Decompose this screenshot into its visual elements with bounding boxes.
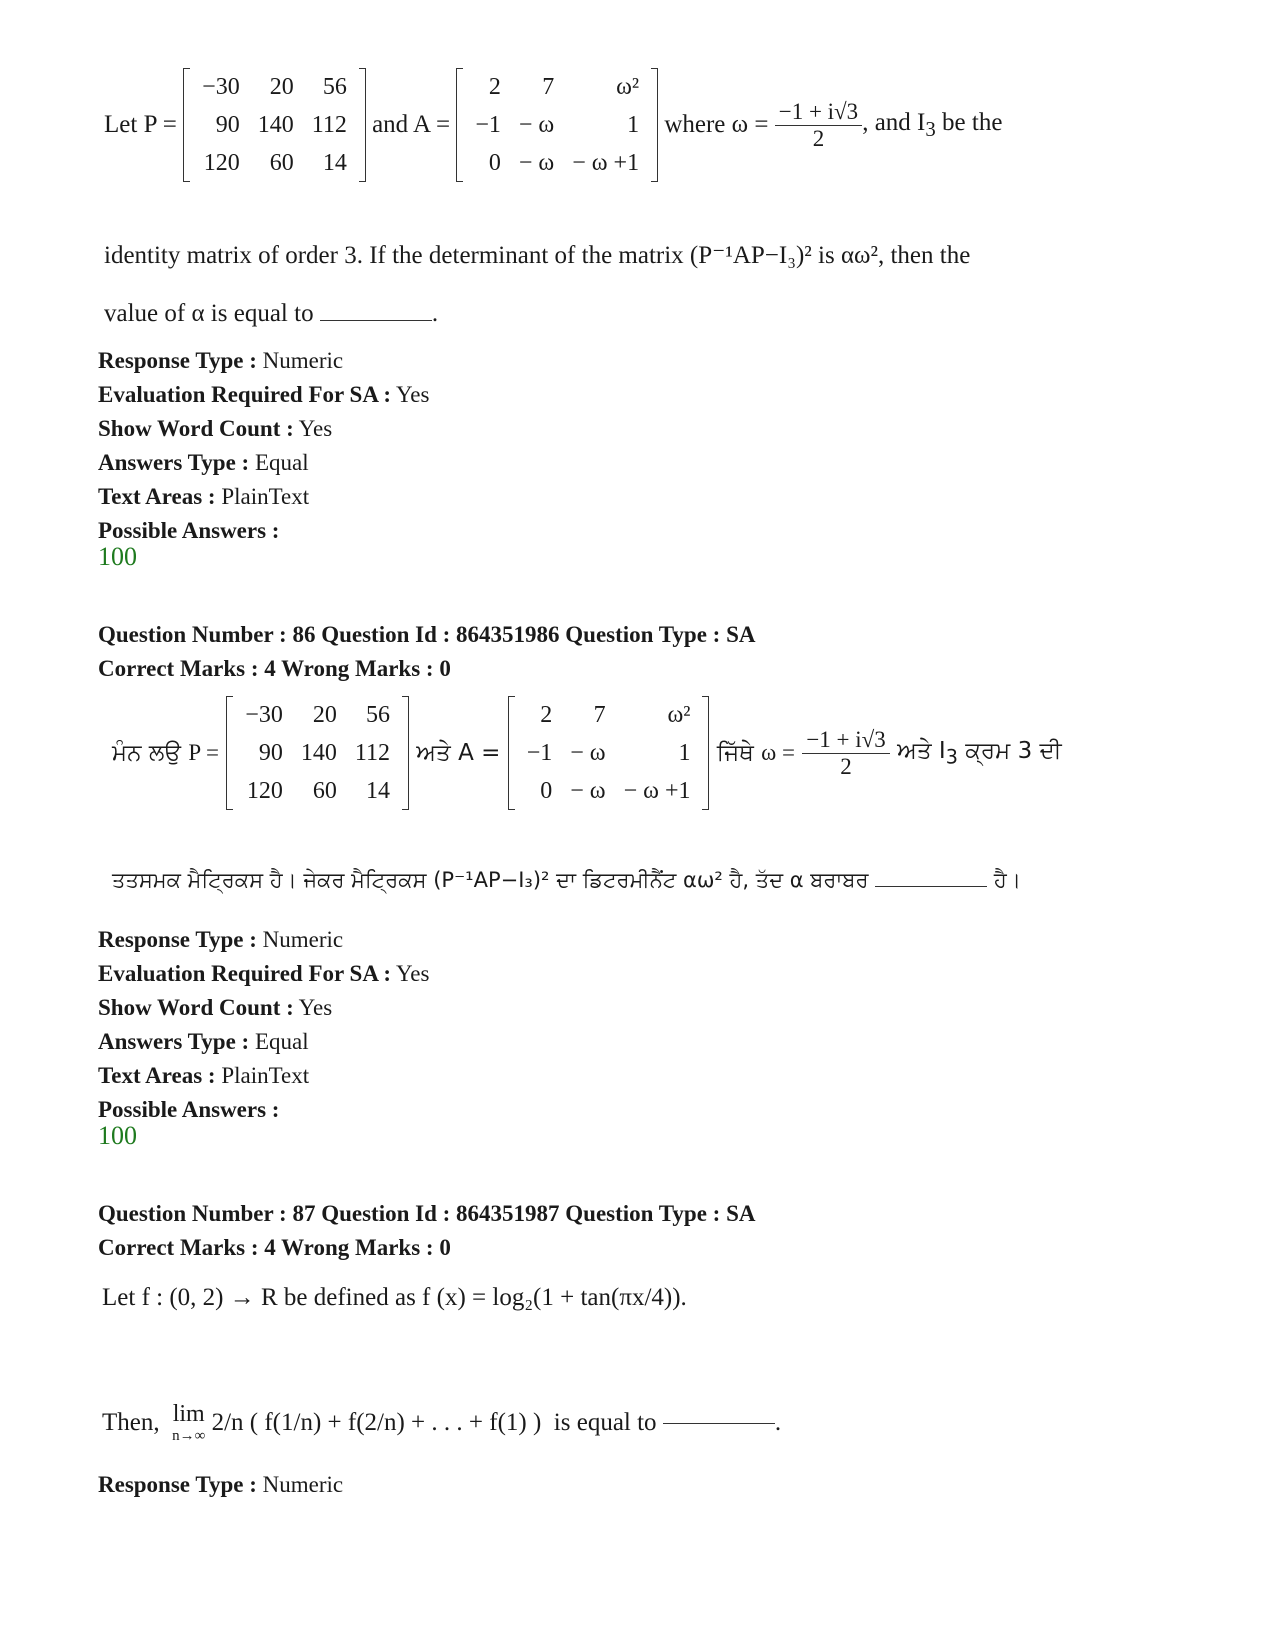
q87-statement-line2: Then, lim n→∞ 2/n ( f(1/n) + f(2/n) + . . . + f(1) ) is equal to . — [102, 1401, 782, 1444]
possible-answers-label: Possible Answers : — [98, 518, 280, 543]
limit-operator: lim n→∞ — [172, 1401, 206, 1444]
q85-statement-line3: value of α is equal to . — [104, 300, 439, 327]
q85-where: where — [664, 111, 726, 138]
q86-header — [98, 618, 756, 686]
response-type: Response Type : Numeric — [98, 1472, 344, 1497]
response-type: Response Type : Numeric — [98, 348, 344, 373]
text-areas: Text Areas : PlainText — [98, 1063, 310, 1088]
q86-statement-line1 — [112, 690, 1062, 816]
q86-tail: ਅਤੇ $I_3$ ਕ੍ਰਮ 3 ਦੀ — [897, 737, 1062, 769]
q86-and-a: ਅਤੇ A = — [416, 740, 501, 766]
q86-statement-line2: ਤਤਸਮਕ ਮੈਟ੍ਰਿਕਸ ਹੈ। ਜੇਕਰ ਮੈਟ੍ਰਿਕਸ (P⁻¹AP−I₃)² ਦਾ ਡਿਟਰਮੀਨੈਂਟ αω² ਹੈ, ਤੱਦ α ਬਰਾਬਰ ਹੈ। — [112, 868, 1021, 892]
possible-answers-label: Possible Answers : — [98, 1097, 280, 1122]
q86-omega-fraction: $\frac{-1 + i√3}{2}$ — [802, 727, 889, 780]
q85-omega-fraction: $\frac{-1 + i√3}{2}$ — [775, 99, 862, 152]
answers-type: Answers Type : Equal — [98, 1029, 309, 1054]
evaluation-required: Evaluation Required For SA : Yes — [98, 961, 430, 986]
response-type: Response Type : Numeric — [98, 927, 344, 952]
answer-blank — [663, 1422, 775, 1424]
answer-blank — [320, 319, 432, 321]
q85-metadata — [98, 344, 429, 548]
q87-marks: Correct Marks : 4 Wrong Marks : 0 — [98, 1235, 451, 1260]
q85-matrix-p: −30 20 56 90 140 112 120 60 14 — [183, 68, 366, 182]
q85-statement-line2: identity matrix of order 3. If the determinant of the matrix (P⁻¹AP−I₃)² is αω², then the — [104, 242, 971, 269]
q85-matrix-a: 2 7 ω² −1 − ω 1 0 − ω − ω +1 — [456, 68, 658, 182]
limit-expression: 2/n ( f(1/n) + f(2/n) + . . . + f(1) ) — [211, 1409, 542, 1436]
q86-matrix-p: −30 20 56 90 140 112 120 60 14 — [226, 696, 409, 810]
show-word-count: Show Word Count : Yes — [98, 416, 333, 441]
q86-possible-answer: 100 — [98, 1121, 137, 1150]
q85-tail: , and $I_3$ be the — [862, 108, 1003, 141]
q87-statement-line1: Let f : (0, 2) → R be defined as f (x) = log₂(1 + tan(πx/4)). — [102, 1284, 687, 1311]
q87-question-info: Question Number : 87 Question Id : 864351987 Question Type : SA — [98, 1201, 756, 1226]
q85-omega-eq: ω = — [731, 111, 769, 138]
answer-blank — [875, 885, 987, 887]
q86-p-eq: P = — [188, 740, 219, 765]
q87-header — [98, 1197, 756, 1265]
q86-metadata — [98, 923, 429, 1127]
q85-let: Let — [104, 111, 138, 138]
evaluation-required: Evaluation Required For SA : Yes — [98, 382, 430, 407]
text-areas: Text Areas : PlainText — [98, 484, 310, 509]
q87-metadata — [98, 1468, 343, 1502]
q85-and-a: and A = — [372, 111, 451, 138]
answers-type: Answers Type : Equal — [98, 450, 309, 475]
q86-let: ਮੰਨ ਲਉ — [112, 740, 181, 766]
q86-omega-eq: ω = — [761, 740, 795, 765]
q86-question-info: Question Number : 86 Question Id : 864351986 Question Type : SA — [98, 622, 756, 647]
q85-possible-answer: 100 — [98, 542, 137, 571]
q85-p-eq: P = — [143, 111, 177, 138]
show-word-count: Show Word Count : Yes — [98, 995, 333, 1020]
q86-marks: Correct Marks : 4 Wrong Marks : 0 — [98, 656, 451, 681]
q85-statement-line1 — [104, 62, 1002, 188]
q86-matrix-a: 2 7 ω² −1 − ω 1 0 − ω − ω +1 — [508, 696, 710, 810]
q86-where: ਜਿੱਥੇ — [716, 740, 754, 766]
